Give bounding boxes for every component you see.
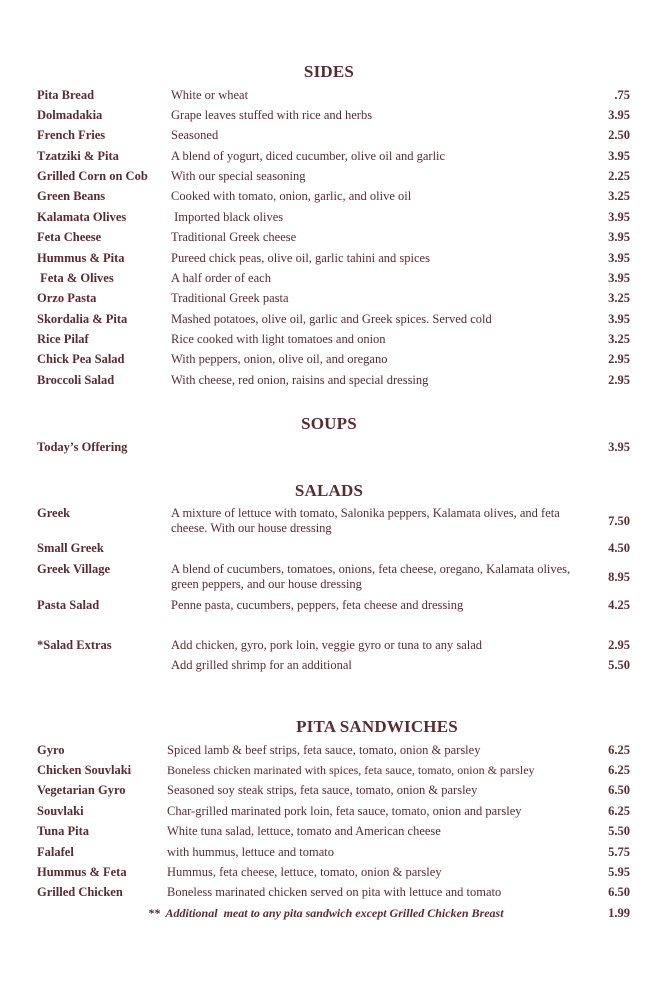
item-name: Feta Cheese [37,230,102,244]
menu-item-small-greek [0,541,658,561]
menu-item-orzo-pasta [0,291,658,311]
menu-item-vegetarian-gyro [0,783,658,803]
item-name: Chicken Souvlaki [37,763,132,777]
item-name: Hummus & Feta [37,865,127,879]
menu-item-grilled-chicken [0,885,658,905]
soups-heading: SOUPS [301,414,357,433]
item-price: 3.95 [608,230,630,244]
item-name: Greek Village [37,562,111,576]
item-description: Penne pasta, cucumbers, peppers, feta cheese and dressing [171,598,464,612]
item-description: Traditional Greek pasta [171,291,289,305]
item-name: Dolmadakia [37,108,103,122]
item-description: White or wheat [171,88,249,102]
item-name: Chick Pea Salad [37,352,125,366]
item-price: 5.75 [608,845,630,859]
item-price: 6.25 [608,763,630,777]
item-name: Grilled Chicken [37,885,123,899]
menu-item-feta-olives [0,271,658,291]
item-price: 3.25 [608,189,630,203]
pita-sandwiches-heading: PITA SANDWICHES [296,717,458,736]
item-price: 6.50 [608,783,630,797]
item-price: 4.50 [608,541,630,555]
item-price: 3.95 [608,251,630,265]
sides-heading: SIDES [303,62,355,81]
menu-item-hummus-pita [0,251,658,271]
item-description: Boneless marinated chicken served on pita with lettuce and tomato [167,885,502,899]
salads-heading: SALADS [294,481,364,500]
item-price: 2.95 [608,352,630,366]
item-price: 3.95 [608,312,630,326]
item-name: Skordalia & Pita [37,312,128,326]
item-description: Char-grilled marinated pork loin, feta sauce, tomato, onion and parsley [167,804,522,818]
menu-item-salad-shrimp [0,658,658,678]
item-name: *Salad Extras [37,638,112,652]
item-description: Imported black olives [171,210,284,224]
item-description: Add chicken, gyro, pork loin, veggie gyro or tuna to any salad [171,638,483,652]
menu-item-chick-pea-salad [0,352,658,372]
item-description: A blend of cucumbers, tomatoes, onions, feta cheese, oregano, Kalamata olives, green peppers, and our house dressing [171,562,571,591]
item-price: 4.25 [608,598,630,612]
item-name: Feta & Olives [37,271,114,285]
menu-item-tuna-pita [0,824,658,844]
menu-item-salad-extras [0,638,658,658]
item-description: Cooked with tomato, onion, garlic, and olive oil [171,189,412,203]
item-price: 5.50 [608,658,630,672]
item-name: Rice Pilaf [37,332,89,346]
menu-item-chicken-souvlaki [0,763,658,783]
item-price: 3.95 [608,440,630,454]
item-name: Vegetarian Gyro [37,783,126,797]
menu-item-falafel [0,845,658,865]
menu-item-rice-pilaf [0,332,658,352]
item-description: A half order of each [171,271,271,285]
item-description: A mixture of lettuce with tomato, Salonika peppers, Kalamata olives, and feta cheese. With our house dressing [171,506,560,535]
item-description: Rice cooked with light tomatoes and onion [171,332,386,346]
menu-item-gyro [0,743,658,763]
item-price: 5.50 [608,824,630,838]
item-description: Traditional Greek cheese [171,230,297,244]
item-description: Seasoned soy steak strips, feta sauce, tomato, onion & parsley [167,783,478,797]
item-price: 3.95 [608,149,630,163]
menu-item-grilled-corn [0,169,658,189]
item-price: 3.25 [608,332,630,346]
menu-item-greek [0,506,658,540]
item-price: 6.25 [608,743,630,757]
item-description: Add grilled shrimp for an additional [171,658,352,672]
menu-item-pita-bread [0,88,658,108]
additional-meat-note: ** Additional meat to any pita sandwich except Grilled Chicken Breast [148,906,504,920]
item-price: 2.25 [608,169,630,183]
item-price: 7.50 [608,514,630,528]
menu-item-dolmadakia [0,108,658,128]
menu-item-todays-offering [0,440,658,460]
menu-item-kalamata-olives [0,210,658,230]
item-price: 3.95 [608,210,630,224]
item-price: 2.95 [608,373,630,387]
item-price: .75 [614,88,630,102]
item-price: 5.95 [608,865,630,879]
item-price: 6.50 [608,885,630,899]
item-name: Tuna Pita [37,824,89,838]
menu-item-greek-village [0,562,658,596]
item-price: 8.95 [608,570,630,584]
item-description: Spiced lamb & beef strips, feta sauce, tomato, onion & parsley [167,743,481,757]
additional-meat-price: 1.99 [608,906,630,920]
item-price: 3.95 [608,108,630,122]
menu-item-skordalia-pita [0,312,658,332]
menu-item-feta-cheese [0,230,658,250]
item-description: Seasoned [171,128,219,142]
item-description: With peppers, onion, olive oil, and oregano [171,352,388,366]
menu-item-green-beans [0,189,658,209]
item-name: Broccoli Salad [37,373,115,387]
item-name: Hummus & Pita [37,251,125,265]
item-name: Greek [37,506,71,520]
item-name: Falafel [37,845,74,859]
item-name: Orzo Pasta [37,291,97,305]
item-name: Tzatziki & Pita [37,149,119,163]
item-description: A blend of yogurt, diced cucumber, olive oil and garlic [171,149,446,163]
item-description: Pureed chick peas, olive oil, garlic tahini and spices [171,251,430,265]
item-description: Mashed potatoes, olive oil, garlic and Greek spices. Served cold [171,312,492,326]
item-description: White tuna salad, lettuce, tomato and American cheese [167,824,441,838]
item-name: Gyro [37,743,65,757]
menu-item-tzatziki-pita [0,149,658,169]
item-name: Green Beans [37,189,106,203]
item-name: Souvlaki [37,804,84,818]
item-description: Grape leaves stuffed with rice and herbs [171,108,373,122]
item-description: with hummus, lettuce and tomato [167,845,334,859]
item-price: 3.95 [608,271,630,285]
item-name: Today’s Offering [37,440,128,454]
menu-item-broccoli-salad [0,373,658,393]
item-price: 3.25 [608,291,630,305]
menu-item-hummus-feta [0,865,658,885]
item-name: Grilled Corn on Cob [37,169,148,183]
item-description: With our special seasoning [171,169,306,183]
item-description: Boneless chicken marinated with spices, feta sauce, tomato, onion & parsley [167,763,535,777]
item-description: Hummus, feta cheese, lettuce, tomato, onion & parsley [167,865,442,879]
item-name: Pita Bread [37,88,95,102]
menu-item-french-fries [0,128,658,148]
item-name: Kalamata Olives [37,210,127,224]
item-name: French Fries [37,128,106,142]
menu-item-pasta-salad [0,598,658,618]
item-price: 6.25 [608,804,630,818]
item-name: Small Greek [37,541,104,555]
item-name: Pasta Salad [37,598,100,612]
item-price: 2.50 [608,128,630,142]
item-description: With cheese, red onion, raisins and special dressing [171,373,429,387]
menu-item-souvlaki [0,804,658,824]
item-price: 2.95 [608,638,630,652]
